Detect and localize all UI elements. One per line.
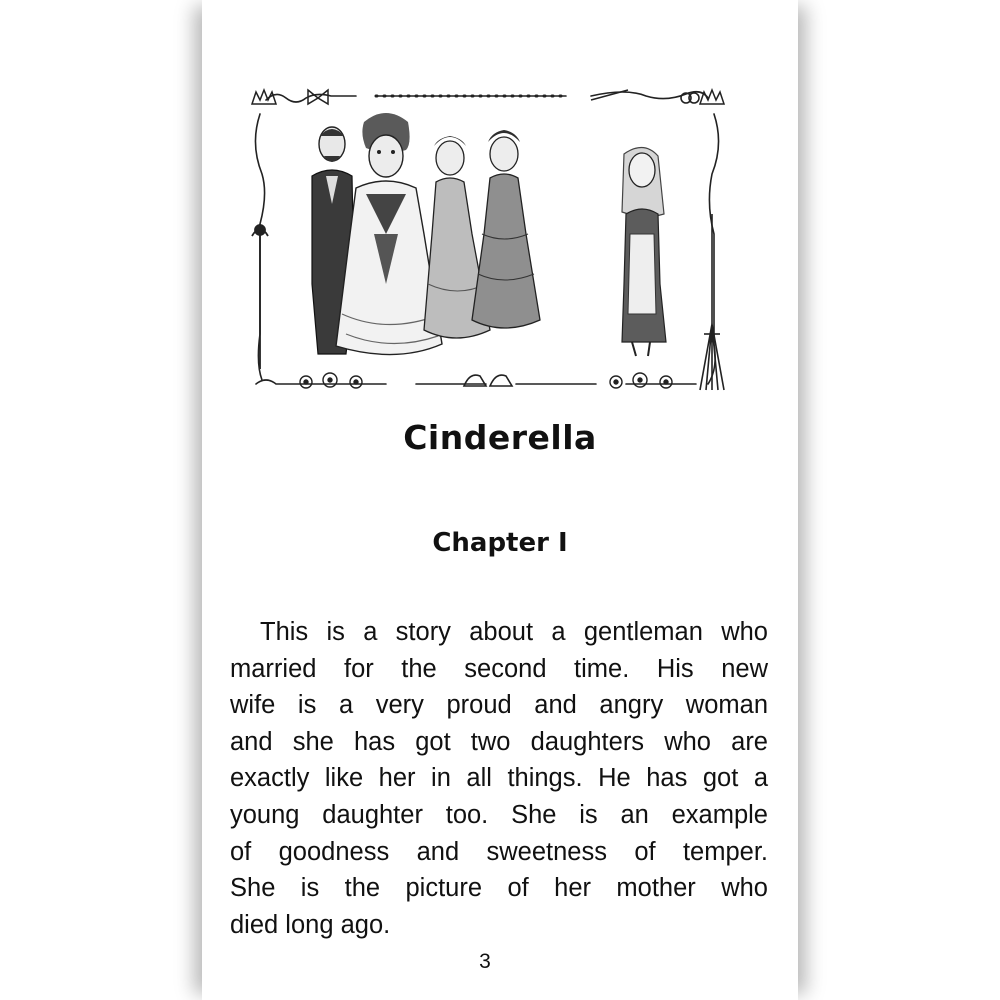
- sewing-needle-icon: [591, 90, 699, 103]
- paragraph-line: married for the second time. His new: [230, 654, 768, 683]
- paragraph-line: of goodness and sweetness of temper.: [230, 837, 768, 866]
- page-number: 3: [479, 950, 491, 973]
- paragraph-line: She is the picture of her mother who: [230, 874, 768, 903]
- bow-icon: [308, 90, 328, 104]
- story-paragraph: [230, 614, 768, 943]
- crown-icon: [252, 90, 276, 104]
- sword-icon: [252, 224, 268, 369]
- paragraph-line: young daughter too. She is an example: [230, 800, 768, 829]
- cinderella-figure: [622, 147, 666, 356]
- paragraph-line: exactly like her in all things. He has got a: [230, 764, 768, 793]
- paragraph-line: wife is a very proud and angry woman: [230, 691, 768, 720]
- crown-icon: [700, 90, 724, 104]
- broom-icon: [700, 214, 724, 390]
- book-page: [202, 0, 798, 1000]
- paragraph-line: This is a story about a gentleman who: [260, 618, 768, 646]
- paragraph-line: died long ago.: [230, 910, 391, 939]
- story-title: Cinderella: [403, 418, 597, 457]
- stepsister-figure: [472, 130, 540, 328]
- chapter-heading: Chapter I: [432, 528, 568, 558]
- chapter-illustration: [246, 84, 728, 402]
- paragraph-line: and she has got two daughters who are: [230, 727, 768, 756]
